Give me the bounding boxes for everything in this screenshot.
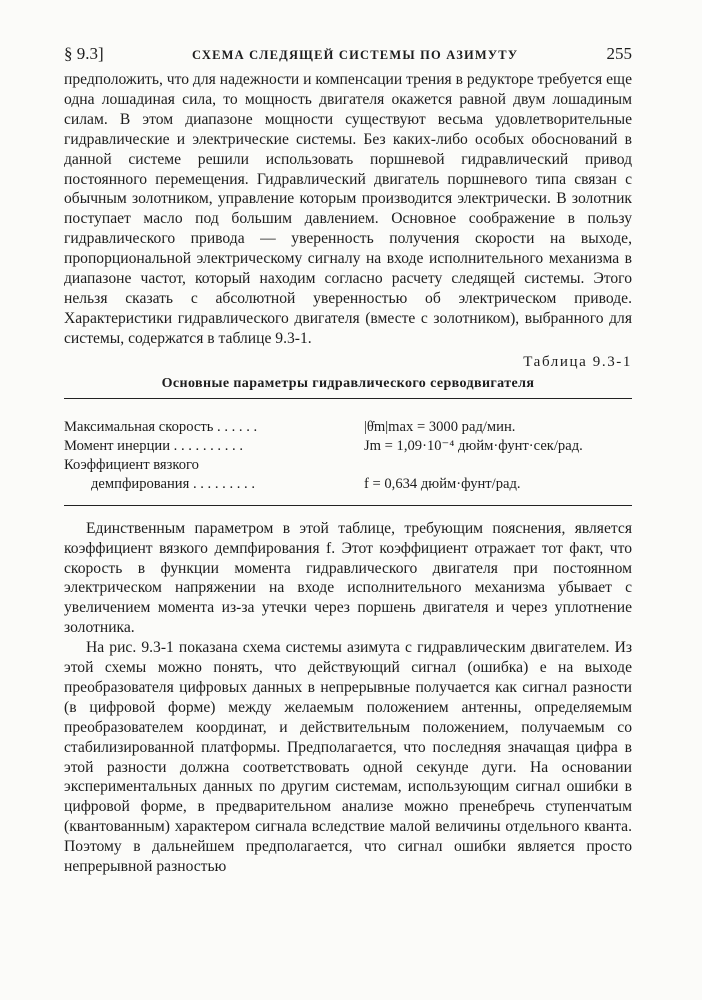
param-label: Момент инерции . . . . . . . . . .	[64, 437, 243, 454]
paragraph-3: На рис. 9.3-1 показана схема системы азимута с гидравлическим двигателем. Из этой схемы можно понять, что действующий сигнал (ошибка) e на выходе преобразователя цифровых данных в непрерывные получается как сигнал разности (в цифровой форме) между желаемым положением антенны, определяемым преобразователем координат, и действительным положением, получаемым со стабилизированной платформы. Предполагается, что последняя значащая цифра в этой разности должна соответствовать одной секунде дуги. На основании экспериментальных данных по другим системам, использующим сигнал ошибки в цифровой форме, в предварительном анализе можно пренебречь ступенчатым (квантованным) характером сигнала вследствие малой величины отдельного кванта. Поэтому в дальнейшем предполагается, что сигнал ошибки является просто непрерывной разностью	[64, 639, 632, 876]
table-row	[64, 456, 632, 475]
table-title: Основные параметры гидравлического серводвигателя	[161, 375, 535, 391]
param-label: демпфирования . . . . . . . . .	[91, 475, 255, 492]
param-value: f = 0,634 дюйм·фунт/рад.	[364, 475, 521, 492]
spacer	[64, 506, 632, 519]
book-page	[64, 44, 632, 877]
param-label: Коэффициент вязкого	[64, 456, 199, 473]
paragraph-2: Единственным параметром в этой таблице, требующим пояснения, является коэффициент вязкого демпфирования f. Этот коэффициент отражает тот факт, что скорость в функции момента гидравлического двигателя при постоянном электрическом напряжении на входе исполнительного механизма убывает с увеличением момента из-за утечки через поршень двигателя и через уплотнение золотника.	[64, 519, 632, 637]
section-number: § 9.3]	[64, 44, 104, 63]
parameters-table	[64, 399, 632, 505]
running-head	[64, 44, 632, 70]
page-number: 255	[606, 44, 632, 63]
table-caption: Таблица 9.3-1	[523, 353, 632, 370]
param-value	[364, 456, 632, 475]
table-row	[64, 475, 632, 494]
chapter-title: СХЕМА СЛЕДЯЩЕЙ СИСТЕМЫ ПО АЗИМУТУ	[191, 48, 519, 62]
param-value: |θ̇m|max = 3000 рад/мин.	[364, 418, 516, 435]
table-row	[64, 437, 632, 456]
param-label: Максимальная скорость . . . . . .	[64, 418, 258, 435]
param-value: Jm = 1,09·10⁻⁴ дюйм·фунт·сек/рад.	[364, 437, 583, 454]
table-row	[64, 418, 632, 437]
paragraph-1: предположить, что для надежности и компенсации трения в редукторе требуется еще одна лошадиная сила, то мощность двигателя окажется равной двум лошадиным силам. В этом диапазоне мощности существуют весьма удовлетворительные гидравлические и электрические системы. Без каких-либо особых обоснований в данной системе решили использовать поршневой гидравлический привод постоянного перемещения. Гидравлический двигатель поршневого типа связан с обычным золотником, управление которым производится электрически. В золотник поступает масло под большим давлением. Основное соображение в пользу гидравлического привода — уверенность получения скорости на выходе, пропорциональной электрическому сигналу на входе исполнительного механизма в диапазоне частот, который находим согласно расчету следящей системы. Этого нельзя сказать с абсолютной уверенностью об электрическом приводе. Характеристики гидравлического двигателя (вместе с золотником), выбранного для системы, содержатся в таблице 9.3-1.	[64, 71, 632, 347]
